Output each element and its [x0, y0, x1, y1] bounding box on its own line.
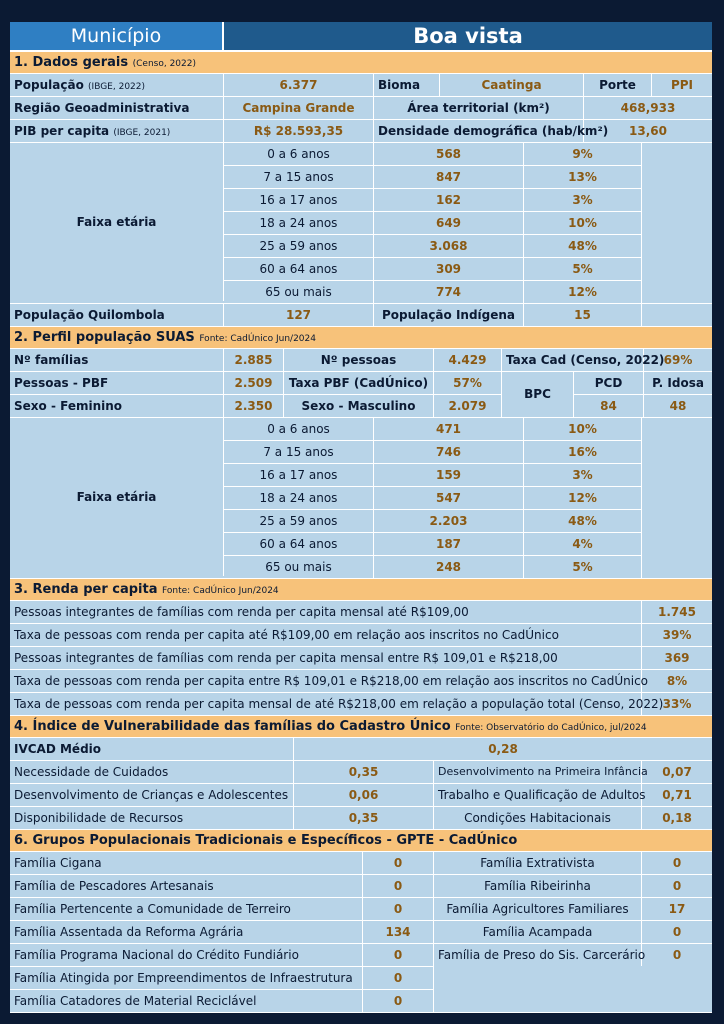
section-2-title — [10, 327, 712, 349]
faixa-range: 7 a 15 anos — [224, 441, 374, 463]
faixa-percent: 10% — [568, 216, 597, 230]
faixa-range: 25 a 59 anos — [224, 510, 374, 532]
row-familias — [10, 349, 712, 372]
renda-value: 39% — [662, 628, 692, 642]
faixa-percent: 3% — [572, 468, 593, 482]
pessoas-label: Nº pessoas — [284, 349, 434, 371]
faixa-spacer — [642, 143, 712, 303]
pib-value: R$ 28.593,35 — [224, 120, 374, 142]
taxapbf-value: 57% — [453, 376, 482, 390]
pcd-value: 84 — [574, 395, 644, 417]
regiao-label: Região Geoadministrativa — [10, 97, 224, 119]
row-sexo — [10, 395, 501, 417]
section-3-note: Fonte: CadÚnico Jun/2024 — [162, 586, 279, 596]
gpte-value: 0 — [393, 994, 403, 1008]
faixa-range: 0 a 6 anos — [224, 143, 374, 165]
faixa-count: 649 — [374, 212, 524, 234]
fem-label: Sexo - Feminino — [10, 395, 224, 417]
gpte-block — [10, 852, 712, 1013]
faixa-count: 471 — [374, 418, 524, 440]
renda-label: Taxa de pessoas com renda per capita mensal de até R$218,00 em relação a população total (Censo, 2022) — [10, 693, 642, 715]
renda-value: 33% — [662, 697, 692, 711]
faixa-percent: 12% — [568, 285, 597, 299]
gpte-value: 0 — [393, 902, 403, 916]
gpte-row — [434, 921, 712, 944]
ivcad-dim-value: 0,35 — [294, 807, 434, 829]
renda-row — [10, 647, 712, 670]
gpte-row — [10, 875, 433, 898]
taxacad-value: 69% — [663, 353, 693, 367]
densidade-label: Densidade demográfica (hab/km²) — [374, 120, 584, 142]
section-6-heading: 6. Grupos Populacionais Tradicionais e Específicos - GPTE - CadÚnico — [14, 833, 518, 848]
faixa-row — [224, 143, 641, 166]
faixa-etaria-label-1: Faixa etária — [10, 143, 224, 301]
bpc-label: BPC — [502, 372, 574, 417]
faixa-row — [224, 189, 641, 212]
section-1-note: (Censo, 2022) — [132, 59, 196, 69]
faixa-count: 847 — [374, 166, 524, 188]
faixa-percent: 5% — [572, 560, 593, 574]
gpte-label: Família Agricultores Familiares — [434, 898, 642, 920]
gpte-label: Família Extrativista — [434, 852, 642, 874]
ivcad-dim-label: Desenvolvimento de Crianças e Adolescentes — [10, 784, 294, 806]
faixa-percent: 16% — [568, 445, 597, 459]
ivcad-row — [10, 761, 712, 784]
gpte-row — [434, 852, 712, 875]
gpte-label: Família de Preso do Sis. Carcerário — [434, 944, 642, 966]
gpte-value: 0 — [672, 948, 682, 962]
renda-row — [10, 693, 712, 716]
bpc-stack — [574, 372, 712, 417]
gpte-row — [10, 852, 433, 875]
faixa-percent: 5% — [572, 262, 593, 276]
renda-label: Pessoas integrantes de famílias com renda per capita mensal até R$109,00 — [10, 601, 642, 623]
faixa-count: 568 — [374, 143, 524, 165]
gpte-row — [10, 921, 433, 944]
section-1-heading: 1. Dados gerais — [14, 55, 129, 70]
faixa-etaria-label-2: Faixa etária — [10, 418, 224, 576]
faixa-row — [224, 258, 641, 281]
faixa-range: 16 a 17 anos — [224, 464, 374, 486]
gpte-label: Família Pertencente a Comunidade de Terreiro — [10, 898, 363, 920]
ivcad-dim-value: 0,18 — [662, 811, 692, 825]
taxapbf-label: Taxa PBF (CadÚnico) — [284, 372, 434, 394]
bpc-value-row — [574, 395, 712, 417]
faixa-range: 60 a 64 anos — [224, 533, 374, 555]
faixa-percent: 9% — [572, 147, 593, 161]
pbf-sexo-stack — [10, 372, 502, 417]
quilombola-label: População Quilombola — [10, 304, 224, 326]
gpte-value: 17 — [668, 902, 686, 916]
faixa-count: 159 — [374, 464, 524, 486]
renda-label: Taxa de pessoas com renda per capita até R$109,00 em relação aos inscritos no CadÚnico — [10, 624, 642, 646]
row-quilombola — [10, 304, 712, 327]
gpte-left — [10, 852, 434, 1012]
faixa-count: 162 — [374, 189, 524, 211]
faixa-range: 25 a 59 anos — [224, 235, 374, 257]
indigena-value: 15 — [524, 304, 642, 326]
renda-value: 1.745 — [658, 605, 696, 619]
row-regiao — [10, 97, 712, 120]
renda-value: 8% — [666, 674, 688, 688]
renda-label: Taxa de pessoas com renda per capita entre R$ 109,01 e R$218,00 em relação aos inscritos no CadÚnico — [10, 670, 642, 692]
section-6-title — [10, 830, 712, 852]
ivcad-row — [10, 784, 712, 807]
masc-value: 2.079 — [448, 399, 487, 413]
pessoas-value: 4.429 — [434, 349, 502, 371]
familias-value: 2.885 — [224, 349, 284, 371]
faixa-row — [224, 281, 641, 303]
populacao-label: População (IBGE, 2022) — [10, 74, 224, 96]
ivcad-dim-label: Desenvolvimento na Primeira Infância — [434, 761, 642, 783]
gpte-label: Família Programa Nacional do Crédito Fundiário — [10, 944, 363, 966]
faixa-percent: 3% — [572, 193, 593, 207]
pib-label: PIB per capita (IBGE, 2021) — [10, 120, 224, 142]
bioma-value: Caatinga — [440, 74, 584, 96]
ivcad-dim-label: Condições Habitacionais — [434, 807, 642, 829]
faixa-range: 18 a 24 anos — [224, 212, 374, 234]
section-2-note: Fonte: CadÚnico Jun/2024 — [199, 334, 316, 344]
gpte-value: 134 — [385, 925, 411, 939]
faixa-row — [224, 510, 641, 533]
gpte-label: Família Catadores de Material Reciclável — [10, 990, 363, 1012]
faixa-percent: 4% — [572, 537, 593, 551]
renda-label: Pessoas integrantes de famílias com renda per capita mensal entre R$ 109,01 e R$218,00 — [10, 647, 642, 669]
pbf-label: Pessoas - PBF — [10, 372, 224, 394]
section-1-title — [10, 52, 712, 74]
faixa-etaria-block-1 — [10, 143, 712, 304]
gpte-row — [434, 875, 712, 898]
faixa-range: 18 a 24 anos — [224, 487, 374, 509]
gpte-label: Família Acampada — [434, 921, 642, 943]
municipio-name: Boa vista — [224, 22, 712, 50]
faixa-percent: 48% — [568, 514, 597, 528]
section-2-heading: 2. Perfil população SUAS — [14, 330, 195, 345]
faixa-count: 547 — [374, 487, 524, 509]
gpte-value: 0 — [393, 971, 403, 985]
faixa-percent: 13% — [568, 170, 597, 184]
faixa-range: 16 a 17 anos — [224, 189, 374, 211]
renda-row — [10, 601, 712, 624]
familias-label: Nº famílias — [10, 349, 224, 371]
section-4-note: Fonte: Observatório do CadÚnico, jul/2024 — [455, 723, 647, 733]
faixa-range: 65 ou mais — [224, 556, 374, 578]
row-populacao — [10, 74, 712, 97]
faixa-row — [224, 212, 641, 235]
gpte-row — [434, 944, 712, 966]
renda-value: 369 — [664, 651, 690, 665]
gpte-label: Família Assentada da Reforma Agrária — [10, 921, 363, 943]
ivcad-dim-label: Disponibilidade de Recursos — [10, 807, 294, 829]
gpte-value: 0 — [672, 925, 682, 939]
row-pbf — [10, 372, 501, 395]
gpte-value: 0 — [393, 948, 403, 962]
faixa-row — [224, 533, 641, 556]
faixa-row — [224, 418, 641, 441]
porte-label: Porte — [584, 74, 652, 96]
pbf-value: 2.509 — [224, 372, 284, 394]
ivcad-dim-label: Necessidade de Cuidados — [10, 761, 294, 783]
ivcad-dim-value: 0,06 — [294, 784, 434, 806]
populacao-value: 6.377 — [224, 74, 374, 96]
gpte-label: Família de Pescadores Artesanais — [10, 875, 363, 897]
area-value: 468,933 — [620, 101, 676, 115]
faixa-count: 3.068 — [374, 235, 524, 257]
regiao-value: Campina Grande — [224, 97, 374, 119]
gpte-row — [10, 967, 433, 990]
faixa-count: 309 — [374, 258, 524, 280]
gpte-row — [10, 898, 433, 921]
gpte-label: Família Cigana — [10, 852, 363, 874]
gpte-row — [434, 898, 712, 921]
faixa-percent: 10% — [568, 422, 597, 436]
gpte-row — [10, 944, 433, 967]
section-4-heading: 4. Índice de Vulnerabilidade das famílias do Cadastro Único — [14, 719, 451, 734]
faixa-row — [224, 441, 641, 464]
faixa-etaria-table-1 — [224, 143, 642, 303]
gpte-value: 0 — [393, 856, 403, 870]
faixa-range: 60 a 64 anos — [224, 258, 374, 280]
row-pbf-sexo — [10, 372, 712, 418]
ivcad-dim-value: 0,71 — [662, 788, 692, 802]
densidade-value: 13,60 — [629, 124, 667, 138]
faixa-etaria-table-2 — [224, 418, 642, 578]
empty-cell — [642, 304, 712, 326]
section-3-title — [10, 579, 712, 601]
header — [10, 22, 712, 52]
gpte-value: 0 — [672, 879, 682, 893]
municipio-label: Município — [10, 22, 224, 50]
faixa-range: 7 a 15 anos — [224, 166, 374, 188]
faixa-count: 746 — [374, 441, 524, 463]
row-pib — [10, 120, 712, 143]
renda-row — [10, 624, 712, 647]
municipal-data-sheet — [10, 22, 712, 1013]
pcd-label: PCD — [574, 372, 644, 394]
row-ivcad — [10, 738, 712, 761]
ivcad-row — [10, 807, 712, 830]
porte-value: PPI — [670, 78, 694, 92]
bpc-head-row — [574, 372, 712, 395]
gpte-value: 0 — [393, 879, 403, 893]
faixa-etaria-block-2 — [10, 418, 712, 579]
masc-label: Sexo - Masculino — [284, 395, 434, 417]
ivcad-dim-value: 0,07 — [662, 765, 692, 779]
gpte-right — [434, 852, 712, 1012]
ivcad-dim-label: Trabalho e Qualificação de Adultos — [434, 784, 642, 806]
gpte-value: 0 — [672, 856, 682, 870]
section-4-title — [10, 716, 712, 738]
ivcad-label: IVCAD Médio — [10, 738, 294, 760]
gpte-label: Família Atingida por Empreendimentos de Infraestrutura — [10, 967, 363, 989]
area-label: Área territorial (km²) — [374, 97, 584, 119]
faixa-count: 187 — [374, 533, 524, 555]
gpte-label: Família Ribeirinha — [434, 875, 642, 897]
fem-value: 2.350 — [224, 395, 284, 417]
faixa-row — [224, 235, 641, 258]
renda-row — [10, 670, 712, 693]
bioma-label: Bioma — [374, 74, 440, 96]
faixa-percent: 12% — [568, 491, 597, 505]
gpte-row — [10, 990, 433, 1012]
section-3-heading: 3. Renda per capita — [14, 582, 158, 597]
taxacad-label: Taxa Cad (Censo, 2022) — [502, 349, 644, 371]
faixa-range: 0 a 6 anos — [224, 418, 374, 440]
faixa-row — [224, 556, 641, 578]
faixa-row — [224, 166, 641, 189]
pidosa-value: 48 — [669, 399, 687, 413]
ivcad-dim-value: 0,35 — [294, 761, 434, 783]
faixa-row — [224, 487, 641, 510]
ivcad-value: 0,28 — [488, 742, 518, 756]
faixa-count: 2.203 — [374, 510, 524, 532]
indigena-label: População Indígena — [374, 304, 524, 326]
faixa-percent: 48% — [568, 239, 597, 253]
faixa-range: 65 ou mais — [224, 281, 374, 303]
faixa-count: 248 — [374, 556, 524, 578]
faixa-spacer — [642, 418, 712, 578]
quilombola-value: 127 — [224, 304, 374, 326]
faixa-count: 774 — [374, 281, 524, 303]
pidosa-label: P. Idosa — [652, 376, 704, 390]
faixa-row — [224, 464, 641, 487]
